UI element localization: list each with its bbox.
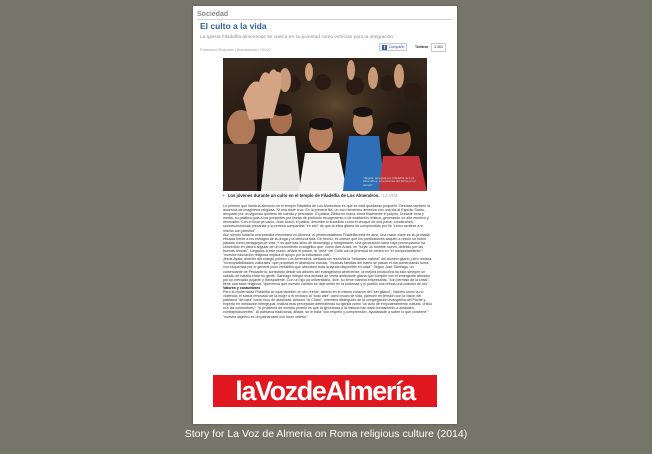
newspaper-page [193,6,457,424]
facebook-share-button[interactable] [379,43,407,51]
article-photo [223,58,427,191]
caption-bullet: • [223,193,225,198]
photo-caption [223,193,433,198]
facebook-icon: f [383,44,386,50]
article-headline: El culto a la vida [200,21,267,31]
twitter-share-button[interactable]: Twittear [415,45,429,49]
photo-credit: "Tarjeta: recogida por Filadelfia de Los Almendros. Los jóvenes del barrio en el templo" [363,175,416,188]
share-count: 3,363 [431,43,446,52]
paragraph: Pero la modernidad Filadelfia se topa también en otro frente, abierto en el mismo corazón del "ser gitano". Valores como la no violencia, el status renovado de la mujer o el rechazo al "todo vale" como modo de vida, parecen en tensión con la visión del patriarca "de vara" como foco de autoridad. Antonio "el Chato", miembro distinguido de la congregación evangélica del Puche y experto en mediación intergrupal, matiza esta percepción defendiendo su iglesia como "un acto de empoderamiento cultural, crítico con las costumbres": "el problema de nuestro pueblo es que la ignorancia y la historia han dado fundamento a actitudes contraproducentes". Al patriarca tradicional, añade, se le trata "con respeto y comprensión, ayudándole a saber lo que conviene": "nuestro objetivo es un patriarcado con buen criterio". [223,289,433,319]
caption-text: Los jóvenes durante un culto en el templo de Filadelfia de Los Almendros. [227,193,380,198]
article-subhead: La Iglesia Filadelfia almeriense se vuelca en su juventud como vehículo para la integración [200,35,394,40]
paragraph: Lo primero que llama la atención en el templo Filadelfia de Los Almendros es que se está quedando pequeño. Destaca también la ausencia de imaginería religiosa. Ni una triste cruz. En la primera fila, un coro femenino ameniza con una loa al Espíritu Santo, arropado por un vigoroso quinteto de cuerda y percusión. El pastor, Biblia en mano, toma finalmente el púlpito. Durante hora y media, su palabra guía a los presentes por líneas de profundo recogimiento o de exaltación mística, generando un aire emotivo y renovador. Con el local ya vacío, Juan Aracil, el pastor, describe lo sucedido como el choque de dos polos: condiciones socioeconómicas precarias y la certeza compartida "en sítu" de que la ética gitana ha comprendido por fin "como sentirse a sí mismo con plenitud". [223,204,430,233]
paragraph: Jesús Ayala, director del colegio público Los Almendros, destaca sin reservas la "brillantez natural" del alumno gitano, pero recalca "incompatibilidades culturales" que propician el abandono escolar, "muchas familias del barrio se pasan el día comerciando fuera, con esquemas por lo general poco rentables que absorben toda la ayuda disponible en casa". Según José Santiago, un comerciante de Pescadería, sorteando desde los albores del evangelismo almeriense, la mejora productiva ha sido siempre un caballo de batalla entre su gente. Santiago integra una armada de venta ambulante gitana que compite con el emergente africano por un mercado pujante y transparente. Con un hijo ya universitario, dice, su firme marcha empresarial, "con permiso de la crisis", tiene una base religiosa: "queremos que nuestro cambio se deje sentir en la sociedad y el pueblo nos brinda una ocasión de oro". [223,257,432,286]
publication-logo-text: laVozdeAlmería [235,376,415,406]
publication-logo [213,375,437,407]
section-label: Sociedad [197,11,452,20]
article-byline: Francisco Esquivel | Actualizado | 00:00 [200,47,271,52]
article-body [223,204,433,319]
image-caption: Story for La Voz de Almeria on Roma religious culture (2014) [184,428,468,440]
photo-illustration [223,58,427,191]
section-subheading: Valores y costumbres [223,285,261,290]
caption-credit: LA VOZ [382,193,398,198]
paragraph: Aún siendo todavía una práctica minoritaria en Almería, el pentecostalismo Filadelfia está en alza. Una razón clave es su probada eficacia frente a los estragos de la droga y la delincuencia. De hecho, es común que los predicadores saquen a relucir su turbio pasado como pedagogía de vida. Y es que tras años de desarraigo y marginación, una generación sana cuya preocupación ha convertido en piedra angular de un movimiento evangélico que, como dice Aracil, en "forjar un hombre nuevo, definido por las buenas formas". Llegados a este punto, añade el pastor, la "obra" del Culto con la juventud se centra en "el comportamiento": "nuestra educación religiosa implica el apoyo por la educación civil". [223,232,430,258]
facebook-share-label: Compartir [389,45,405,49]
